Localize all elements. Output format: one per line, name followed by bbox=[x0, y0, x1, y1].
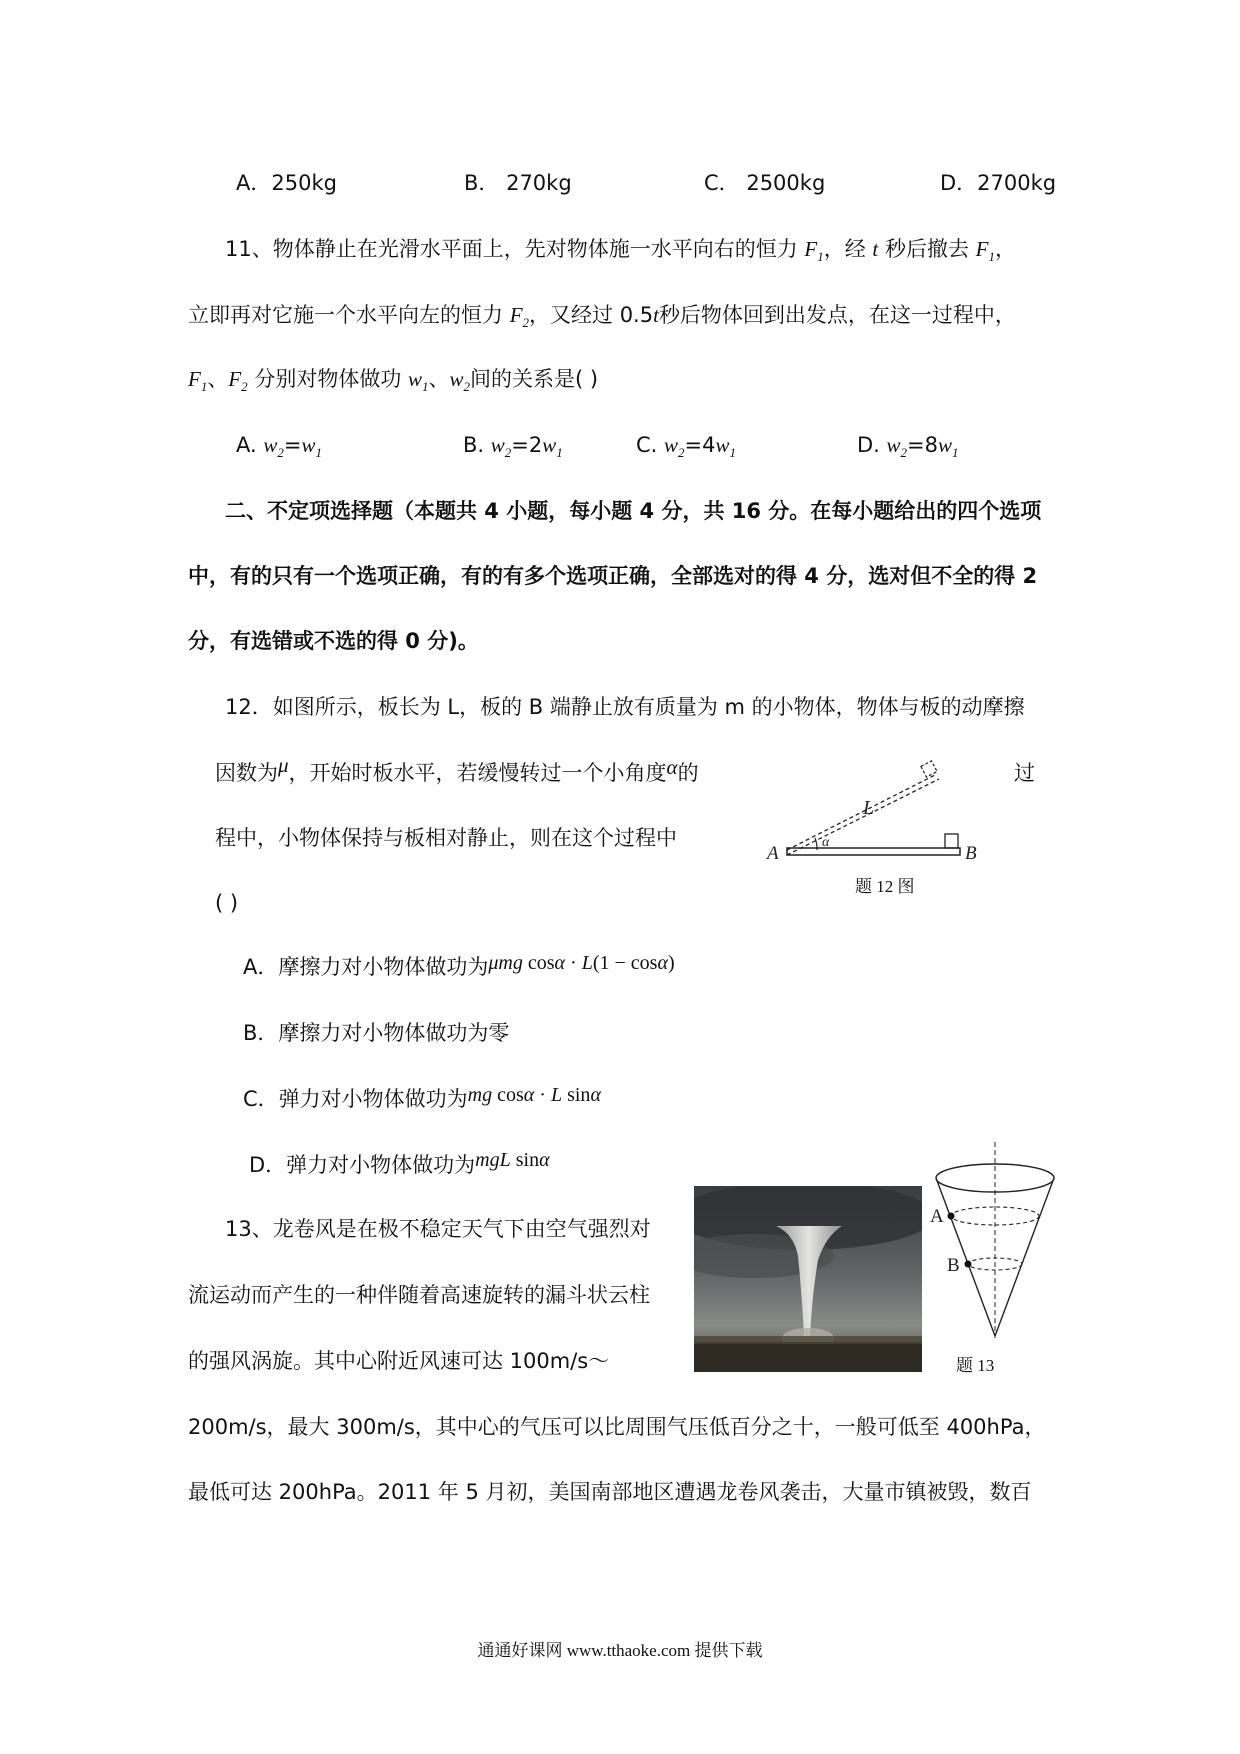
option-text: A．摩擦力对小物体做功为 bbox=[243, 955, 489, 979]
work-w2: $w_2$ bbox=[664, 433, 685, 461]
tornado-photo bbox=[694, 1186, 922, 1372]
time-t: t bbox=[872, 237, 879, 261]
label-b: B bbox=[965, 843, 977, 864]
option-letter: C. bbox=[636, 433, 665, 457]
q10-option-a: A．250kg bbox=[236, 171, 337, 195]
option-text: C．弹力对小物体做功为 bbox=[243, 1087, 468, 1111]
relation: =8 bbox=[907, 433, 939, 457]
q11-text: 、 bbox=[428, 367, 450, 391]
q13-line-3: 的强风涡旋。其中心附近风速可达 100m/s～ bbox=[188, 1349, 610, 1373]
work-w2: $w_2$ bbox=[886, 433, 908, 461]
work-w2: $w_2$ bbox=[449, 367, 471, 395]
q12-option-b: B．摩擦力对小物体做功为零 bbox=[243, 1021, 510, 1045]
q12-option-d bbox=[249, 1150, 550, 1181]
label-a: A bbox=[930, 1206, 944, 1227]
q11-text: 11、物体静止在光滑水平面上，先对物体施一水平向右的恒力 bbox=[225, 237, 805, 261]
force-f1: $F_1$ bbox=[975, 237, 995, 265]
block-rotated bbox=[921, 761, 937, 777]
q10-option-d: D．2700kg bbox=[940, 171, 1057, 195]
q12-line-2-end: 过 bbox=[1014, 761, 1035, 785]
q12-figure bbox=[765, 758, 995, 888]
option-text: D．弹力对小物体做功为 bbox=[249, 1153, 476, 1177]
board-horizontal bbox=[787, 848, 960, 855]
alpha-symbol: α bbox=[666, 755, 678, 779]
q11-text: 、 bbox=[207, 367, 229, 391]
q13-line-4: 200m/s，最大 300m/s，其中心的气压可以比周围气压低百分之十，一般可低至 400hPa， bbox=[188, 1415, 1046, 1439]
q12-line-1: 12．如图所示，板长为 L，板的 B 端静止放有质量为 m 的小物体，物体与板的动摩擦 bbox=[225, 695, 1025, 719]
formula-d: mgL sinα bbox=[475, 1149, 550, 1171]
q13-line-5: 最低可达 200hPa。2011 年 5 月初，美国南部地区遭遇龙卷风袭击，大量市镇被毁，数百 bbox=[188, 1480, 1032, 1504]
q10-option-b: B． 270kg bbox=[464, 171, 572, 195]
point-b bbox=[965, 1261, 972, 1268]
q11-option-a bbox=[236, 430, 322, 468]
mu-symbol: μ bbox=[278, 753, 289, 777]
work-w1: $w_1$ bbox=[408, 367, 429, 395]
q11-option-b bbox=[463, 430, 563, 468]
q12-text: 的 bbox=[677, 761, 699, 785]
q11-line-1 bbox=[225, 234, 1016, 272]
relation: =2 bbox=[511, 433, 543, 457]
option-letter: A. bbox=[236, 433, 264, 457]
relation: = bbox=[283, 433, 302, 457]
work-w1: $w_1$ bbox=[715, 433, 737, 461]
work-w1: $w_1$ bbox=[542, 433, 563, 461]
section2-line-3: 分，有选错或不选的得 0 分)。 bbox=[188, 629, 479, 653]
q12-text: 因数为 bbox=[215, 761, 278, 785]
label-b: B bbox=[947, 1255, 960, 1276]
cone-right-edge bbox=[995, 1178, 1054, 1336]
label-l: L bbox=[863, 797, 875, 819]
q11-option-d bbox=[857, 430, 959, 468]
q13-figure-caption: 题 13 bbox=[956, 1356, 995, 1375]
work-w2: $w_2$ bbox=[263, 433, 284, 461]
q12-text: ，开始时板水平，若缓慢转过一个小角度 bbox=[288, 761, 667, 785]
q13-line-1: 13、龙卷风是在极不稳定天气下由空气强烈对 bbox=[225, 1217, 651, 1241]
formula-a: μmg cosα · L(1 − cosα) bbox=[488, 952, 675, 974]
q12-option-c bbox=[243, 1084, 601, 1115]
q11-text: 秒后物体回到出发点，在这一过程中， bbox=[658, 303, 1016, 327]
label-a: A bbox=[767, 843, 779, 864]
q11-text: 立即再对它施一个水平向左的恒力 bbox=[188, 303, 510, 327]
q11-line-2 bbox=[188, 300, 1016, 338]
work-w1: $w_1$ bbox=[938, 433, 959, 461]
q11-text: ，经 bbox=[823, 237, 873, 261]
work-w2: $w_2$ bbox=[490, 433, 512, 461]
cone-left-edge bbox=[936, 1178, 995, 1336]
q10-option-c: C． 2500kg bbox=[704, 171, 826, 195]
relation: =4 bbox=[684, 433, 716, 457]
q11-text: 秒后撤去 bbox=[878, 237, 976, 261]
time-t: t bbox=[653, 303, 659, 327]
section2-line-1: 二、不定项选择题（本题共 4 小题，每小题 4 分，共 16 分。在每小题给出的四个选项 bbox=[225, 499, 1042, 523]
option-letter: B. bbox=[463, 433, 491, 457]
section2-line-2: 中，有的只有一个选项正确，有的有多个选项正确，全部选对的得 4 分，选对但不全的得 2 bbox=[188, 564, 1038, 588]
force-f2: $F_2$ bbox=[228, 367, 248, 395]
option-letter: D. bbox=[857, 433, 887, 457]
q12-line-2 bbox=[215, 753, 699, 788]
q13-cone-figure bbox=[920, 1140, 1070, 1345]
q11-option-c bbox=[636, 430, 736, 468]
board-rotated bbox=[787, 774, 937, 850]
force-f2: $F_2$ bbox=[509, 303, 530, 331]
label-alpha: α bbox=[822, 835, 830, 850]
q12-figure-caption: 题 12 图 bbox=[855, 877, 915, 896]
q12-line-3: 程中，小物体保持与板相对静止，则在这个过程中 bbox=[215, 826, 677, 850]
q11-text: ， bbox=[994, 237, 1016, 261]
force-f1: $F_1$ bbox=[804, 237, 824, 265]
page-footer: 通通好课网 www.tthaoke.com 提供下载 bbox=[477, 1641, 763, 1660]
force-f1: $F_1$ bbox=[188, 367, 208, 395]
formula-c: mg cosα · L sinα bbox=[467, 1084, 601, 1106]
q11-text: 间的关系是( ) bbox=[470, 367, 599, 391]
q11-text: 分别对物体做功 bbox=[247, 367, 409, 391]
q11-line-3 bbox=[188, 364, 598, 402]
q13-line-2: 流运动而产生的一种伴随着高速旋转的漏斗状云柱 bbox=[188, 1283, 650, 1307]
q12-line-4: ( ) bbox=[215, 891, 239, 915]
point-a bbox=[948, 1213, 955, 1220]
q12-option-a bbox=[243, 952, 675, 983]
work-w1: $w_1$ bbox=[301, 433, 322, 461]
block-at-b bbox=[945, 834, 958, 848]
q11-text: ，又经过 0.5 bbox=[529, 303, 654, 327]
